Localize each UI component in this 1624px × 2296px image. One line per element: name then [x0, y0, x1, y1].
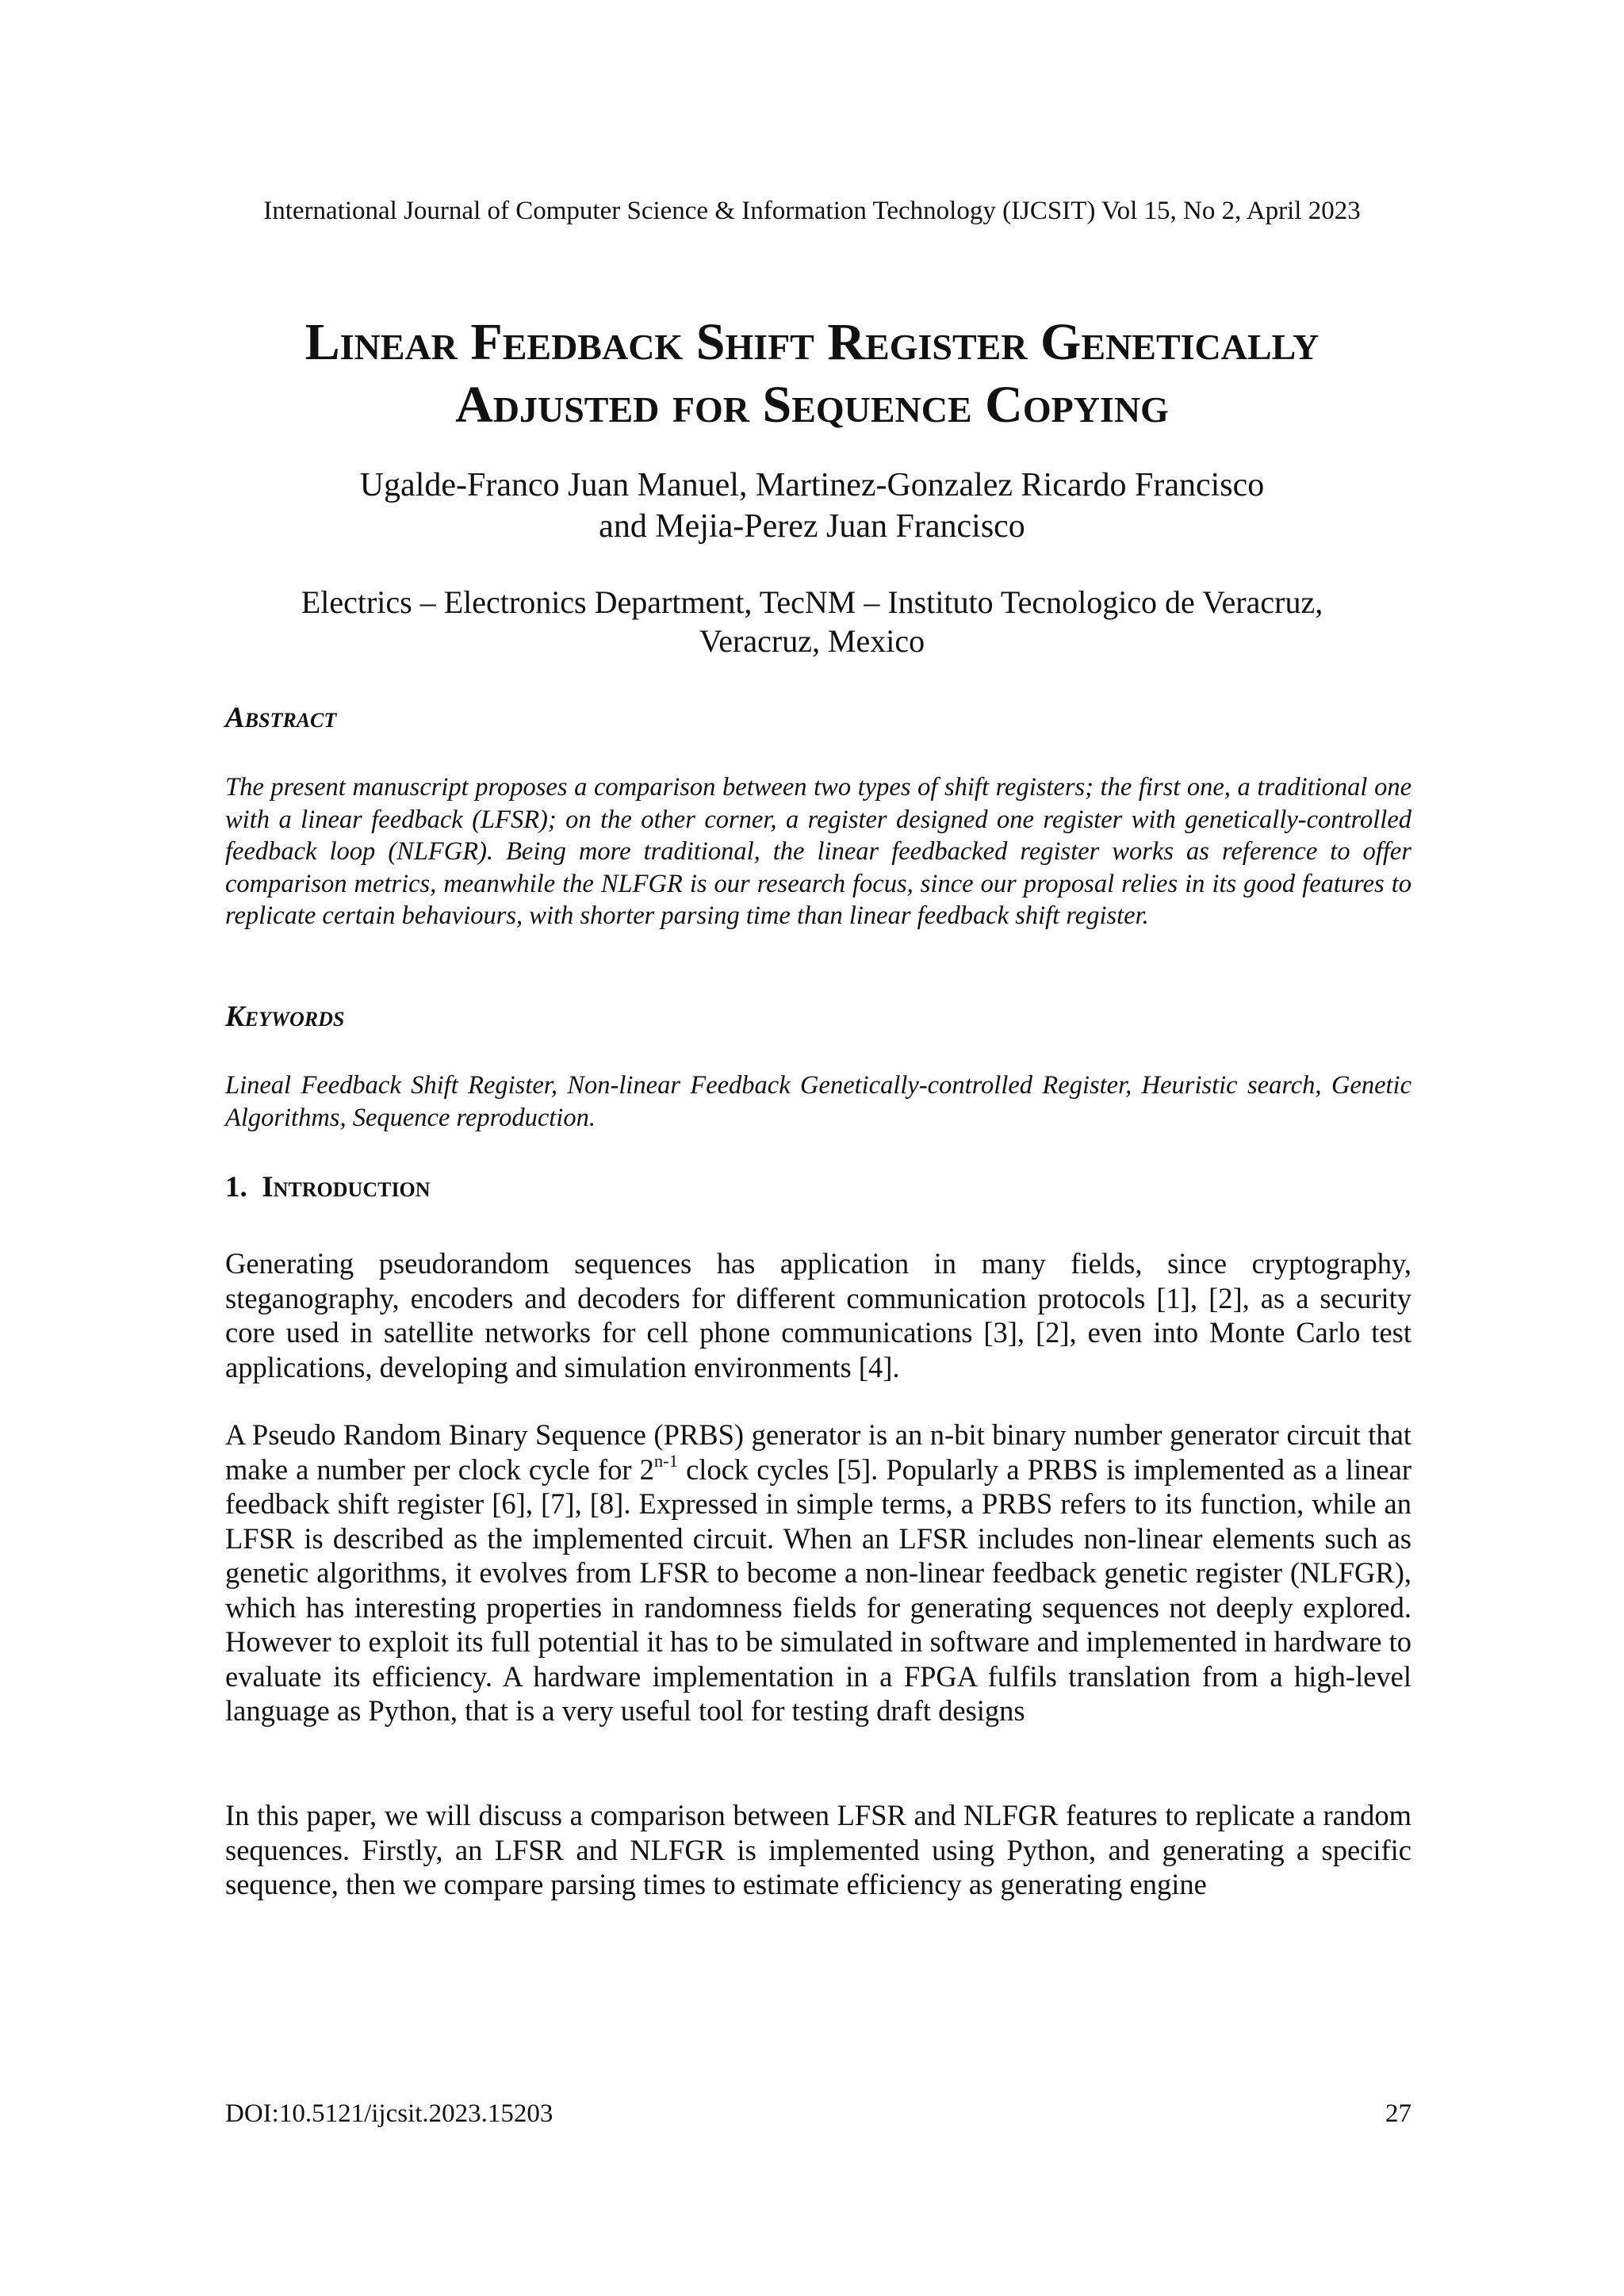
author-line-2: and Mejia-Perez Juan Francisco: [599, 508, 1025, 545]
keywords-heading: Keywords: [225, 1001, 345, 1033]
intro-paragraph-2-text-a: A Pseudo Random Binary Sequence (PRBS) generator is an n-bit binary number generator circuit that make a number per clock cycle for 2: [225, 1418, 1411, 1486]
author-line-1: Ugalde-Franco Juan Manuel, Martinez-Gonzalez Ricardo Francisco: [359, 467, 1265, 503]
paper-title-line-2: Adjusted for Sequence Copying: [455, 376, 1169, 434]
exponent: n-1: [653, 1451, 679, 1471]
intro-paragraph-2-text-b: clock cycles [5]. Popularly a PRBS is implemented as a linear feedback shift register [6], [7], [8]. Expressed in simple terms, a PRBS refers to its function, while an LFSR is described as the implemented circuit. When an LFSR includes non-linear elements such as genetic algorithms, it evolves from LFSR to become a non-linear feedback genetic register (NLFGR), which has interesting properties in randomness fields for generating sequences not deeply explored. However to exploit its full potential it has to be simulated in software and implemented in hardware to evaluate its efficiency. A hardware implementation in a FPGA fulfils translation from a high-level language as Python, that is a very useful tool for testing draft designs: [225, 1452, 1411, 1727]
section-number: 1.: [225, 1171, 247, 1203]
introduction-heading: [225, 1170, 431, 1205]
keywords-text: Lineal Feedback Shift Register, Non-linear Feedback Genetically-controlled Register, Heuristic search, Genetic Algorithms, Sequence reproduction.: [225, 1071, 1411, 1132]
intro-paragraph-1: Generating pseudorandom sequences has application in many fields, since cryptography, steganography, encoders and decoders for different communication protocols [1], [2], as a security core used in satellite networks for cell phone communications [3], [2], even into Monte Carlo test applications, developing and simulation environments [4].: [225, 1247, 1411, 1383]
page-number: 27: [1385, 2099, 1411, 2128]
paper-title-line-1: Linear Feedback Shift Register Genetically: [304, 313, 1320, 371]
affiliation-line-1: Electrics – Electronics Department, TecNM – Instituto Tecnologico de Veracruz,: [301, 584, 1323, 620]
abstract-heading: Abstract: [225, 702, 337, 734]
intro-paragraph-2: [225, 1418, 1411, 1728]
affiliation-line-2: Veracruz, Mexico: [699, 623, 925, 659]
abstract-text: The present manuscript proposes a comparison between two types of shift registers; the first one, a traditional one with a linear feedback (LFSR); on the other corner, a register designed one register with genetically-controlled feedback loop (NLFGR). Being more traditional, the linear feedbacked register works as reference to offer comparison metrics, meanwhile the NLFGR is our research focus, since our proposal relies in its good features to replicate certain behaviours, with shorter parsing time than linear feedback shift register.: [225, 773, 1411, 930]
affiliation: [159, 583, 1465, 660]
journal-header: International Journal of Computer Science & Information Technology (IJCSIT) Vol 15, No 2, April 2023: [263, 197, 1361, 225]
intro-paragraph-3: In this paper, we will discuss a comparison between LFSR and NLFGR features to replicate a random sequences. Firstly, an LFSR and NLFGR is implemented using Python, and generating a specific sequence, then we compare parsing times to estimate efficiency as generating engine: [225, 1799, 1411, 1900]
paper-title: [159, 311, 1465, 436]
author-list: [159, 465, 1465, 547]
footer-doi: DOI:10.5121/ijcsit.2023.15203: [225, 2099, 553, 2128]
section-title: Introduction: [262, 1171, 431, 1203]
